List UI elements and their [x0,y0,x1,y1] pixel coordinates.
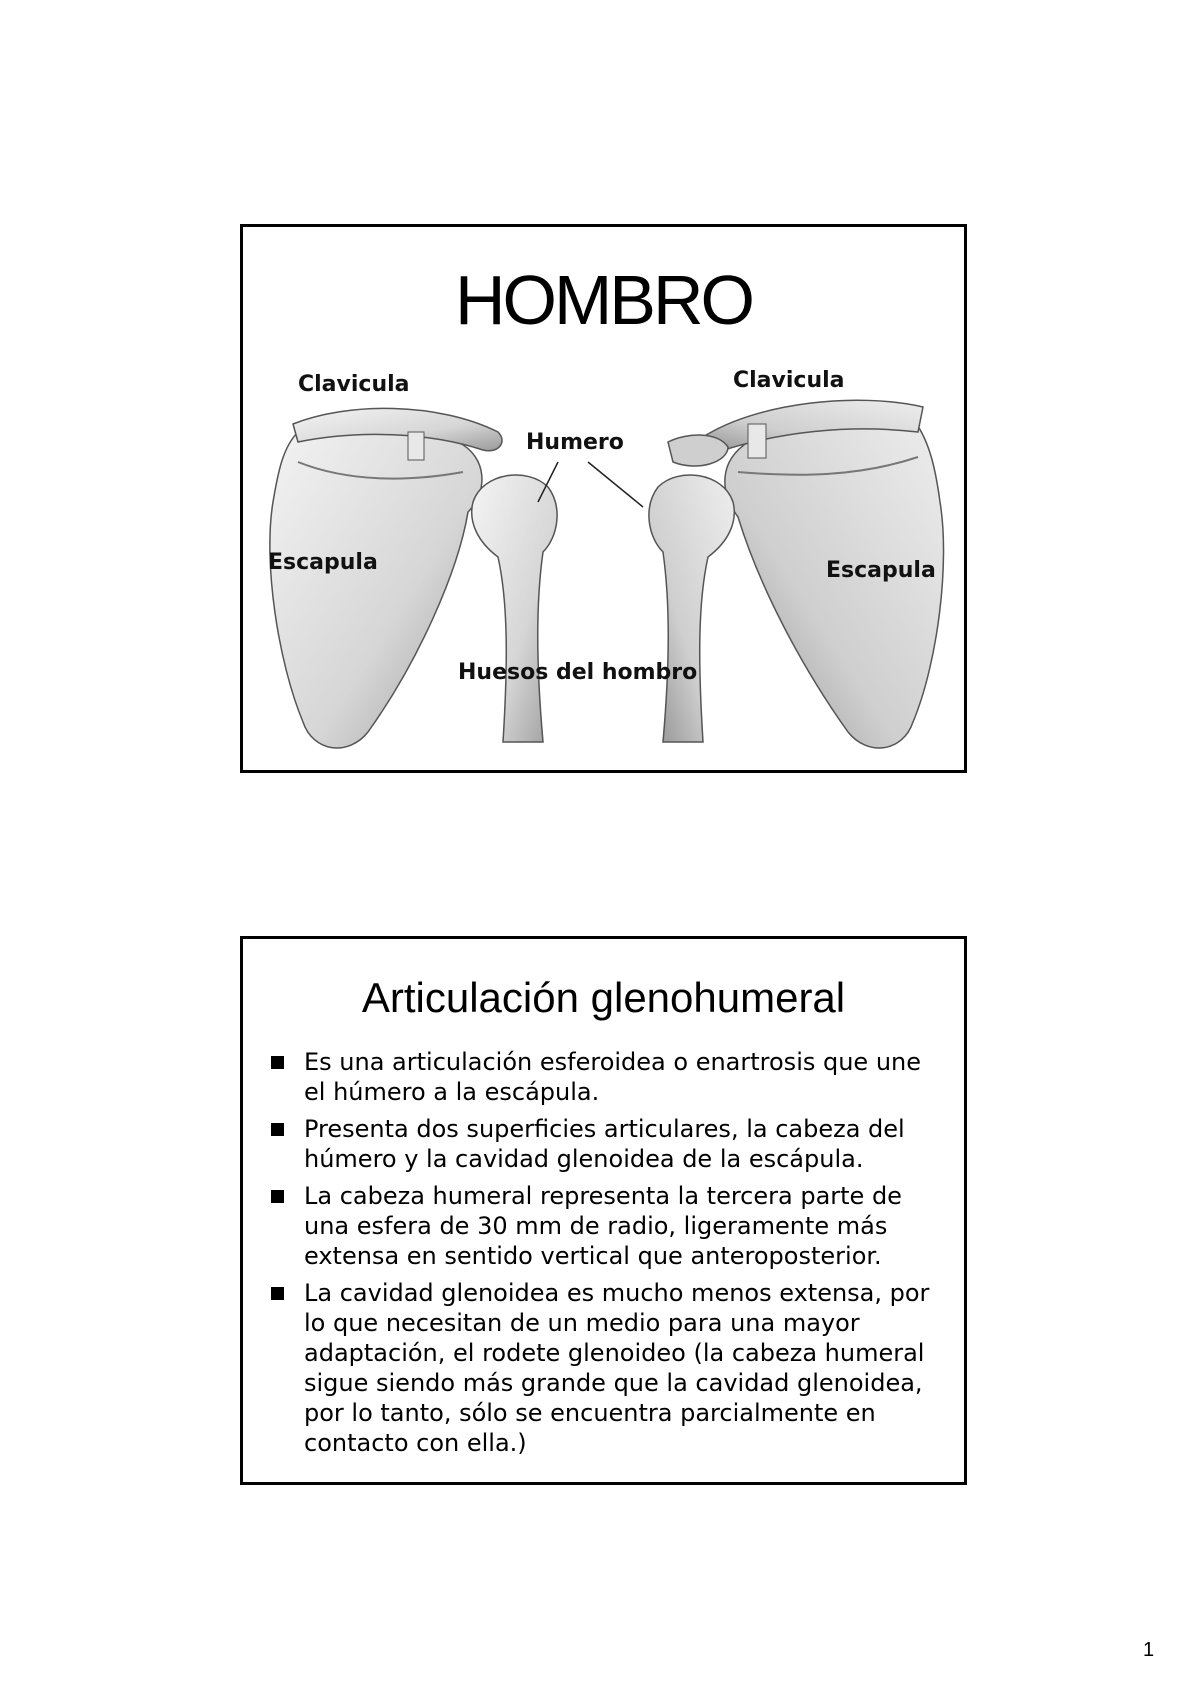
shoulder-bones-illustration [258,362,955,762]
label-clavicula-right: Clavicula [733,368,845,393]
slide-articulacion-glenohumeral [240,936,967,1485]
left-humerus [472,475,557,742]
square-bullet-icon [271,1056,284,1069]
slide-hombro [240,224,967,773]
label-escapula-left: Escapula [268,550,378,575]
figure-caption: Huesos del hombro [458,660,698,685]
bullet-text: Presenta dos superficies articulares, la cabeza del húmero y la cavidad glenoidea de la escápula. [304,1115,905,1173]
label-humero: Humero [526,430,624,455]
square-bullet-icon [271,1123,284,1136]
list-item [258,1047,934,1107]
bullet-text: La cabeza humeral representa la tercera parte de una esfera de 30 mm de radio, ligeramente más extensa en sentido vertical que anteroposterior. [304,1182,902,1270]
label-clavicula-left: Clavicula [298,372,410,397]
square-bullet-icon [271,1287,284,1300]
page-number: 1 [1143,1639,1155,1661]
right-humerus [649,475,734,742]
label-escapula-right: Escapula [826,558,936,583]
bullet-text: Es una articulación esferoidea o enartrosis que une el húmero a la escápula. [304,1048,922,1106]
bullet-list [258,1047,934,1465]
slide-title: HOMBRO [455,261,752,339]
bullet-text: La cavidad glenoidea es mucho menos extensa, por lo que necesitan de un medio para una mayor adaptación, el rodete glenoideo (la cabeza humeral sigue siendo más grande que la cavidad glenoidea, por lo tanto, sólo se encuentra parcialmente en contacto con ella.) [304,1279,930,1457]
list-item [258,1181,934,1271]
slide-title: Articulación glenohumeral [361,974,846,1021]
square-bullet-icon [271,1190,284,1203]
left-scapula [270,417,482,748]
list-item [258,1278,934,1458]
list-item [258,1114,934,1174]
